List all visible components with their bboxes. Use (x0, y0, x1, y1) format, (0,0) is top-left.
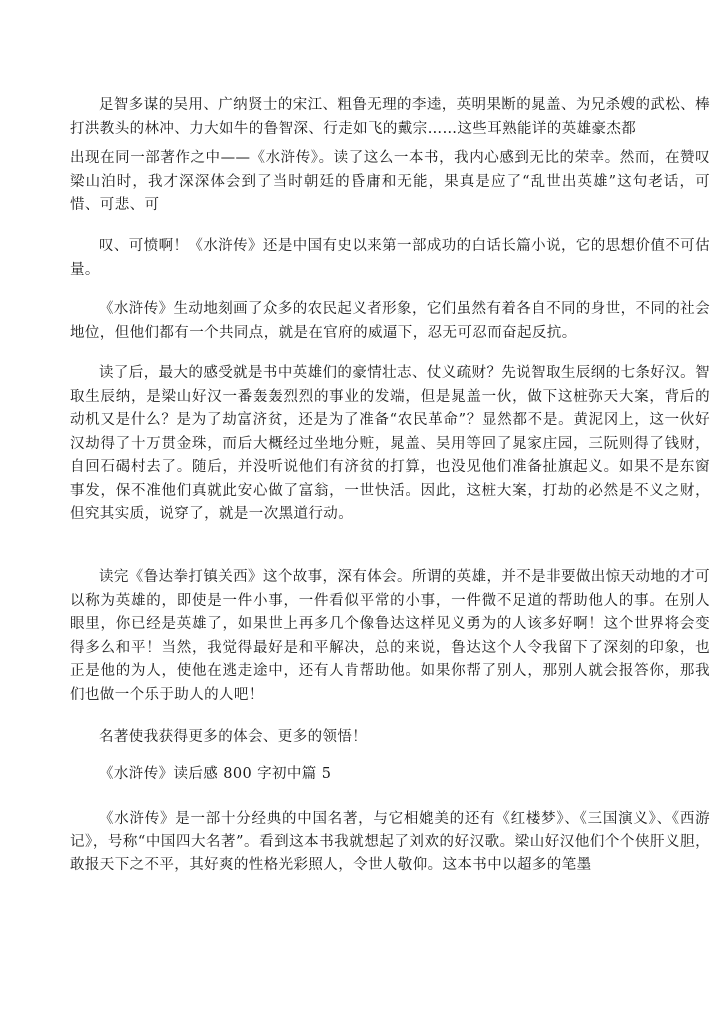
paragraph-conclusion: 名著使我获得更多的体会、更多的领悟！ (99, 729, 368, 745)
paragraph-birthday-gifts: 读了后，最大的感受就是书中英雄们的豪情壮志、仗义疏财？先说智取生辰纲的七条好汉。智取生辰纳，是梁山好汉一番轰轰烈烈的事业的发端，但是晁盖一伙，做下这桩弥天大案，背后的动机又是什么？是为了劫富济贫，还是为了准备“农民革命”？显然都不是。黄泥冈上，这一伙好汉劫得了十万贯金珠，而后大概经过坐地分赃，晁盖、吴用等回了晁家庄园，三阮则得了钱财，自回石碣村去了。随后，并没听说他们有济贫的打算，也没见他们准备扯旗起义。如果不是东窗事发，保不准他们真就此安心做了富翁，一世快活。因此，这桩大案，打劫的必然是不义之财，但究其实质，说穿了，就是一次黑道行动。 (70, 365, 710, 522)
paragraph-heroes-list: 足智多谋的吴用、广纳贤士的宋江、粗鲁无理的李逵，英明果断的晁盖、为兄杀嫂的武松、棒打洪教头的林冲、力大如牛的鲁智深、行走如飞的戴宗……这些耳熟能详的英雄豪杰都 (70, 97, 710, 137)
paragraph-lu-da: 读完《鲁达拳打镇关西》这个故事，深有体会。所谓的英雄，并不是非要做出惊天动地的才可以称为英雄的，即使是一件小事，一件看似平常的小事，一件微不足道的帮助他人的事。在别人眼里，你已经是英雄了，如果世上再多几个像鲁达这样见义勇为的人该多好啊！这个世界将会变得多么和平！当然，我觉得最好是和平解决，总的来说，鲁达这个人令我留下了深刻的印象，也正是他的为人，使他在逃走途中，还有人肯帮助他。如果你帮了别人，那别人就会报答你，那我们也做一个乐于助人的人吧！ (70, 569, 710, 703)
paragraph-characters: 《水浒传》生动地刻画了众多的农民起义者形象，它们虽然有着各自不同的身世，不同的社会地位，但他们都有一个共同点，就是在官府的威逼下，忍无可忍而奋起反抗。 (70, 301, 710, 341)
paragraph-book-intro: 出现在同一部著作之中——《水浒传》。读了这么一本书，我内心感到无比的荣幸。然而，在赞叹梁山泊时，我才深深体会到了当时朝廷的昏庸和无能，果真是应了“乱世出英雄”这句老话，可惜、可悲、可 (70, 150, 710, 213)
paragraph-value: 叹、可愤啊！《水浒传》还是中国有史以来第一部成功的白话长篇小说，它的思想价值不可估量。 (70, 238, 710, 278)
section-heading: 《水浒传》读后感 800 字初中篇 5 (99, 766, 332, 782)
paragraph-four-classics: 《水浒传》是一部十分经典的中国名著，与它相媲美的还有《红楼梦》、《三国演义》、《西游记》，号称“中国四大名著”。看到这本书我就想起了刘欢的好汉歌。梁山好汉他们个个侠肝义胆，敢报天下之不平，其好爽的性格光彩照人，令世人敬仰。这本书中以超多的笔墨 (70, 811, 710, 873)
